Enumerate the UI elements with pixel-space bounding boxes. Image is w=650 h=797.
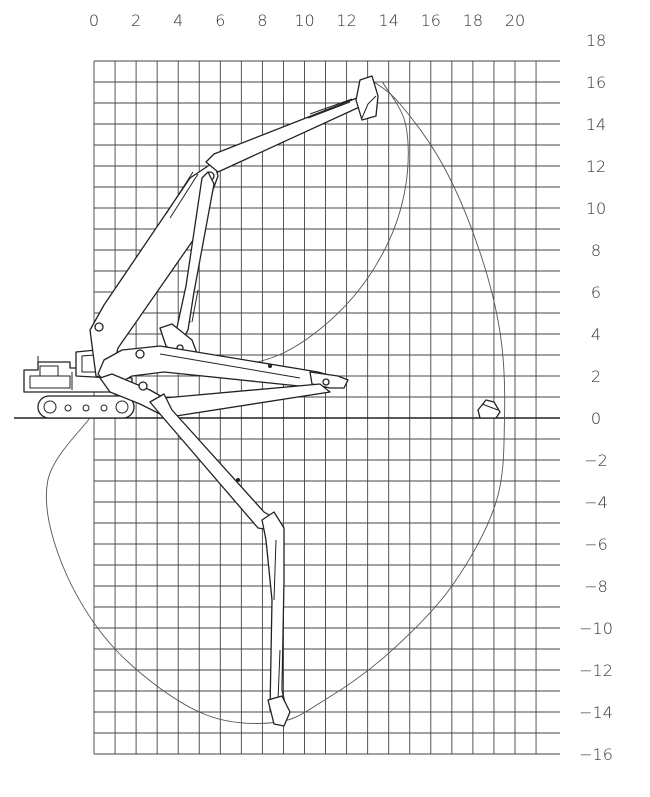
y-tick-label: −16 bbox=[579, 745, 613, 764]
y-tick-label: 16 bbox=[585, 73, 607, 92]
y-tick-label: −12 bbox=[579, 661, 613, 680]
y-tick-label: −14 bbox=[579, 703, 613, 722]
y-tick-label: −10 bbox=[579, 619, 613, 638]
y-tick-label: 12 bbox=[585, 157, 607, 176]
y-tick-label: 18 bbox=[585, 31, 607, 50]
y-tick-label: 10 bbox=[585, 199, 607, 218]
y-tick-label: 6 bbox=[590, 283, 602, 302]
y-tick-label: −6 bbox=[584, 535, 608, 554]
x-tick-label: 12 bbox=[336, 11, 357, 30]
x-tick-label: 16 bbox=[420, 11, 441, 30]
y-tick-label: −4 bbox=[584, 493, 608, 512]
y-tick-label: 8 bbox=[590, 241, 602, 260]
y-tick-label: 14 bbox=[585, 115, 607, 134]
boom-arm-deep-dig bbox=[100, 374, 330, 726]
track-undercarriage bbox=[38, 396, 134, 418]
y-axis-labels bbox=[579, 31, 613, 764]
y-tick-label: 0 bbox=[590, 409, 602, 428]
x-axis-labels bbox=[89, 11, 525, 30]
y-tick-label: −2 bbox=[584, 451, 608, 470]
y-tick-label: −8 bbox=[584, 577, 608, 596]
x-tick-label: 0 bbox=[88, 11, 100, 30]
x-tick-label: 10 bbox=[294, 11, 315, 30]
x-tick-label: 20 bbox=[504, 11, 526, 30]
boom-arm-horizontal bbox=[98, 346, 348, 388]
bucket-max-reach bbox=[478, 400, 500, 418]
x-tick-label: 6 bbox=[215, 11, 226, 30]
x-tick-label: 18 bbox=[462, 11, 484, 30]
x-tick-label: 4 bbox=[173, 11, 184, 30]
x-tick-label: 2 bbox=[131, 11, 142, 30]
y-tick-label: 4 bbox=[590, 325, 602, 344]
y-tick-label: 2 bbox=[590, 367, 602, 386]
x-tick-label: 14 bbox=[378, 11, 399, 30]
x-tick-label: 8 bbox=[257, 11, 268, 30]
